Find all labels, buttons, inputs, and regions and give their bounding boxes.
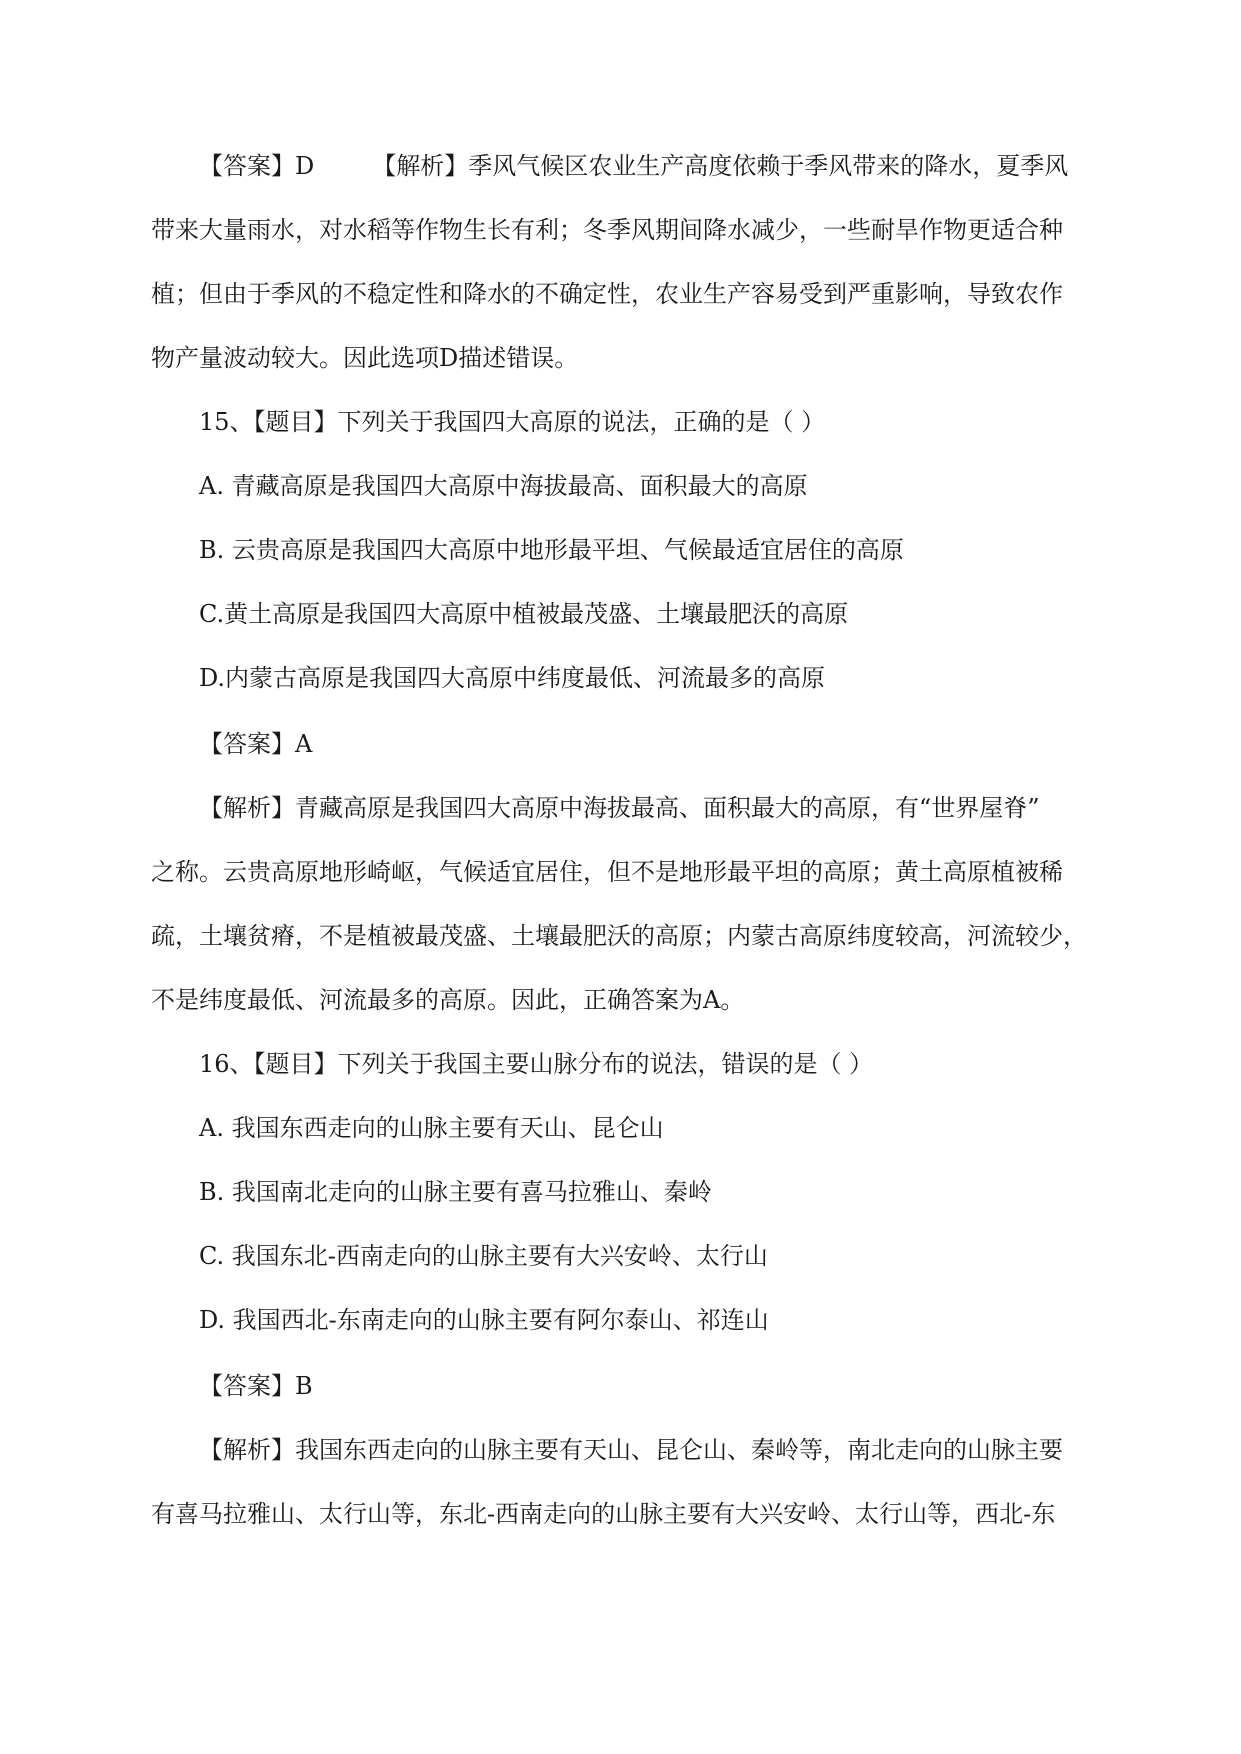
prev-answer-label: 【答案】D bbox=[199, 152, 315, 180]
q15-analysis-line-3: 疏，土壤贫瘠，不是植被最茂盛、土壤最肥沃的高原；内蒙古高原纬度较高，河流较少， bbox=[151, 922, 1087, 950]
prev-analysis-line-1: 【解析】季风气候区农业生产高度依赖于季风带来的降水，夏季风 bbox=[372, 152, 1069, 180]
q16-question: 16、【题目】下列关于我国主要山脉分布的说法，错误的是（ ） bbox=[199, 1050, 874, 1078]
q16-option-a: A. 我国东西走向的山脉主要有天山、昆仑山 bbox=[199, 1114, 664, 1142]
q16-option-b: B. 我国南北走向的山脉主要有喜马拉雅山、秦岭 bbox=[199, 1178, 712, 1206]
q15-analysis-line-2: 之称。云贵高原地形崎岖，气候适宜居住，但不是地形最平坦的高原；黄土高原植被稀 bbox=[151, 858, 1063, 886]
q15-answer: 【答案】A bbox=[199, 730, 313, 758]
q15-option-d: D.内蒙古高原是我国四大高原中纬度最低、河流最多的高原 bbox=[199, 664, 826, 692]
q15-analysis-line-4: 不是纬度最低、河流最多的高原。因此，正确答案为A。 bbox=[151, 986, 745, 1014]
prev-analysis-line-4: 物产量波动较大。因此选项D描述错误。 bbox=[151, 344, 579, 372]
q16-analysis-line-2: 有喜马拉雅山、太行山等，东北-西南走向的山脉主要有大兴安岭、太行山等，西北-东 bbox=[151, 1500, 1056, 1528]
prev-answer-line bbox=[199, 150, 1139, 182]
q15-analysis-line-1: 【解析】青藏高原是我国四大高原中海拔最高、面积最大的高原，有“世界屋脊” bbox=[199, 794, 1040, 822]
q15-option-a: A. 青藏高原是我国四大高原中海拔最高、面积最大的高原 bbox=[199, 472, 808, 500]
q16-answer: 【答案】B bbox=[199, 1372, 313, 1400]
prev-analysis-line-3: 植；但由于季风的不稳定性和降水的不确定性，农业生产容易受到严重影响，导致农作 bbox=[151, 280, 1063, 308]
q15-option-c: C.黄土高原是我国四大高原中植被最茂盛、土壤最肥沃的高原 bbox=[199, 600, 849, 628]
prev-analysis-line-2: 带来大量雨水，对水稻等作物生长有利；冬季风期间降水减少，一些耐旱作物更适合种 bbox=[151, 216, 1063, 244]
q16-option-d: D. 我国西北-东南走向的山脉主要有阿尔泰山、祁连山 bbox=[199, 1306, 769, 1334]
q15-question: 15、【题目】下列关于我国四大高原的说法，正确的是（ ） bbox=[199, 408, 826, 436]
q16-option-c: C. 我国东北-西南走向的山脉主要有大兴安岭、太行山 bbox=[199, 1242, 768, 1270]
q15-option-b: B. 云贵高原是我国四大高原中地形最平坦、气候最适宜居住的高原 bbox=[199, 536, 904, 564]
q16-analysis-line-1: 【解析】我国东西走向的山脉主要有天山、昆仑山、秦岭等，南北走向的山脉主要 bbox=[199, 1436, 1063, 1464]
